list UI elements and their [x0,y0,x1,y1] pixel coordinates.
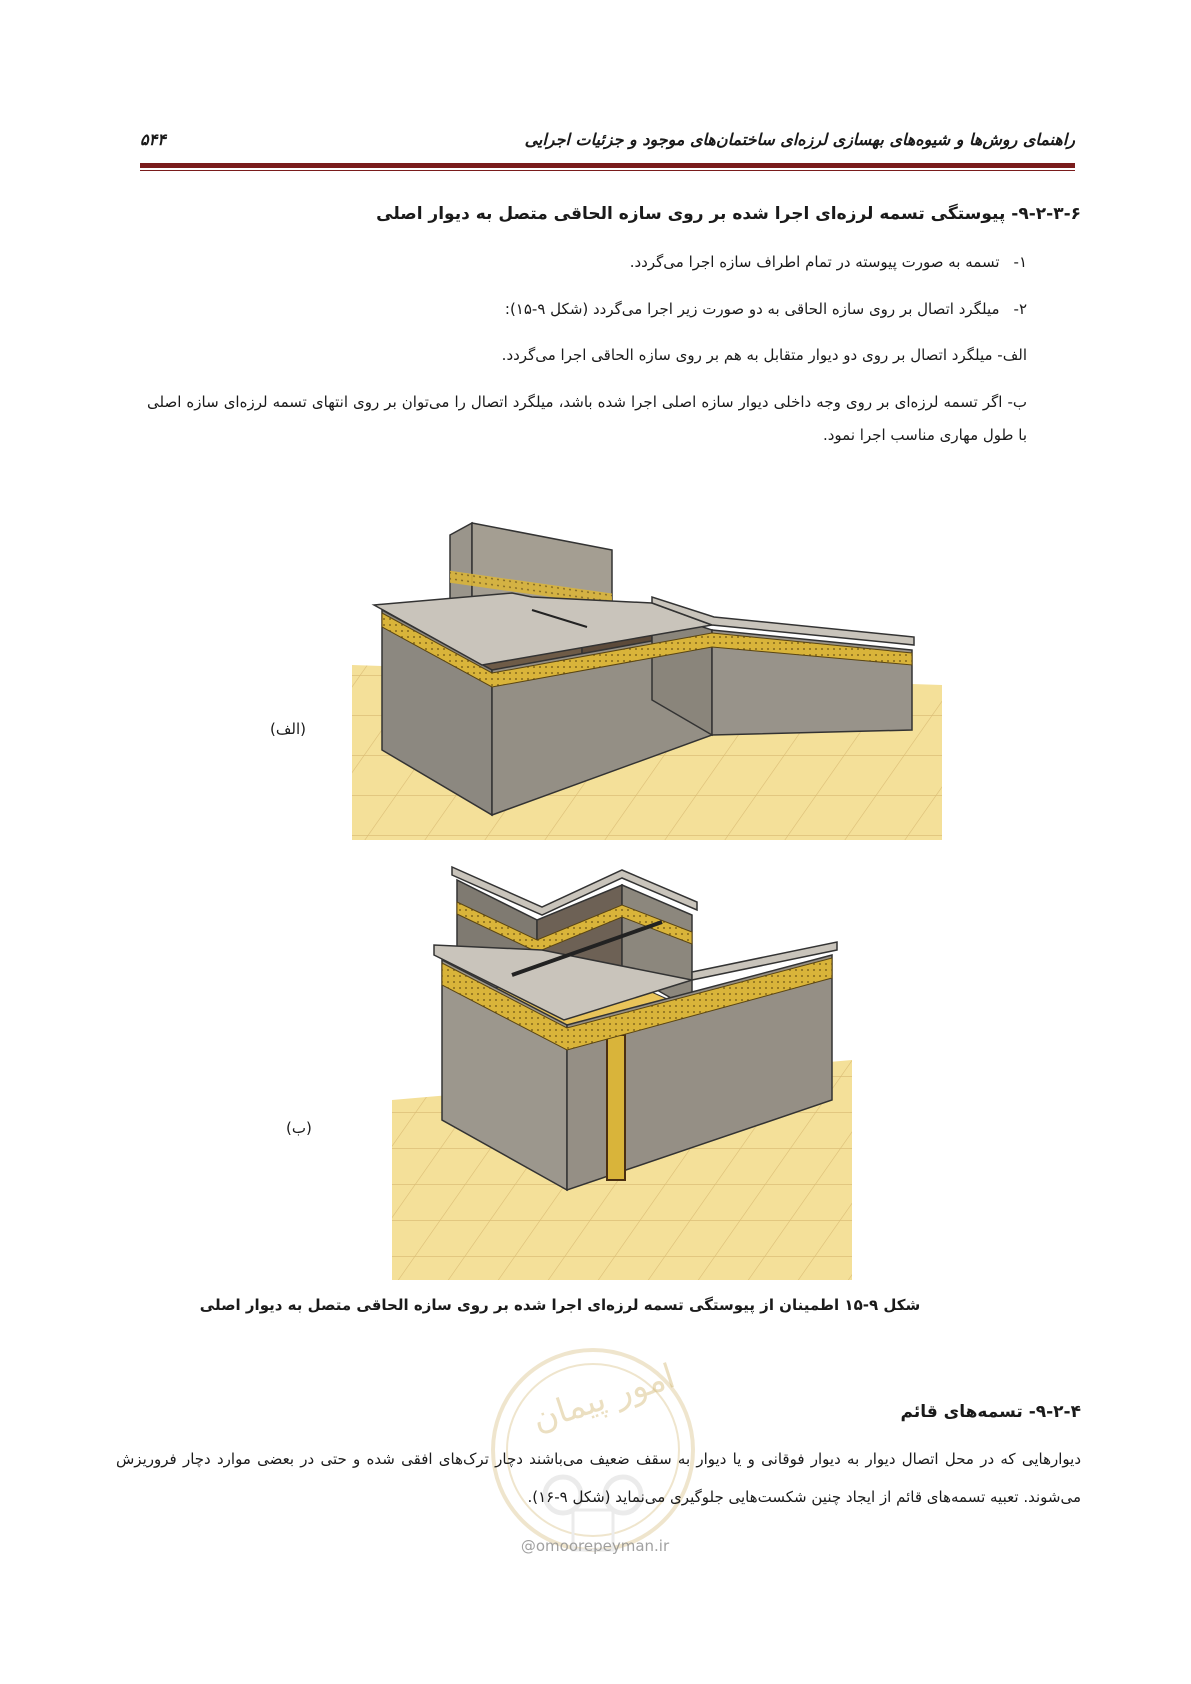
page-number: ۵۴۴ [140,130,166,149]
list-item-2 [505,293,1027,326]
section-heading-2: ۹-۲-۴- تسمه‌های قائم [900,1402,1081,1422]
watermark-site: @omoorepeyman.ir [520,1537,670,1555]
header-title: راهنمای روش‌ها و شیوه‌های بهسازی لرزه‌ای ساختمان‌های موجود و جزئیات اجرایی [524,130,1075,149]
header-rule-thin [140,170,1075,171]
figure-a-label: (الف) [270,720,306,738]
list-item-text: تسمه به صورت پیوسته در تمام اطراف سازه اجرا می‌گردد. [629,253,1000,271]
header-rule [140,163,1075,168]
figure-b-label: (ب) [286,1119,312,1137]
watermark-logo-text: امور پیمان [527,1356,680,1440]
figure-b-illustration [392,860,852,1280]
sub-item-a: الف- میلگرد اتصال بر روی دو دیوار متقابل به هم بر روی سازه الحاقی اجرا می‌گردد. [501,346,1027,364]
sub-item-b: ب- اگر تسمه لرزه‌ای بر روی وجه داخلی دیوار سازه اصلی اجرا شده باشد، میلگرد اتصال را می‌توان بر روی انتهای تسمه لرزه‌ای سازه اصلی با طول مهاری مناسب اجرا نمود. [147,393,1027,444]
running-header [140,128,1075,162]
list-item-1 [630,246,1027,279]
list-item-number: ۲- [1013,300,1027,318]
figure-caption: شکل ۹-۱۵ اطمینان از پیوستگی تسمه لرزه‌ای اجرا شده بر روی سازه الحاقی متصل به دیوار اصلی [199,1296,921,1314]
list-item-text: میلگرد اتصال بر روی سازه الحاقی به دو صورت زیر اجرا می‌گردد (شکل ۹-۱۵): [504,300,1000,318]
list-item-number: ۱- [1013,253,1027,271]
body-paragraph: دیوارهایی که در محل اتصال دیوار به دیوار فوقانی و یا دیوار به سقف ضعیف می‌باشند دچار ترک‌های افقی شده و حتی در بعضی موارد دچار فروریزش می‌شوند. تعبیه تسمه‌های قائم از ایجاد چنین شکست‌هایی جلوگیری می‌نماید (شکل ۹-۱۶). [116,1450,1081,1506]
section-heading: ۹-۲-۳-۶- پیوستگی تسمه لرزه‌ای اجرا شده بر روی سازه الحاقی متصل به دیوار اصلی [376,204,1081,224]
figure-a-illustration [352,515,942,840]
